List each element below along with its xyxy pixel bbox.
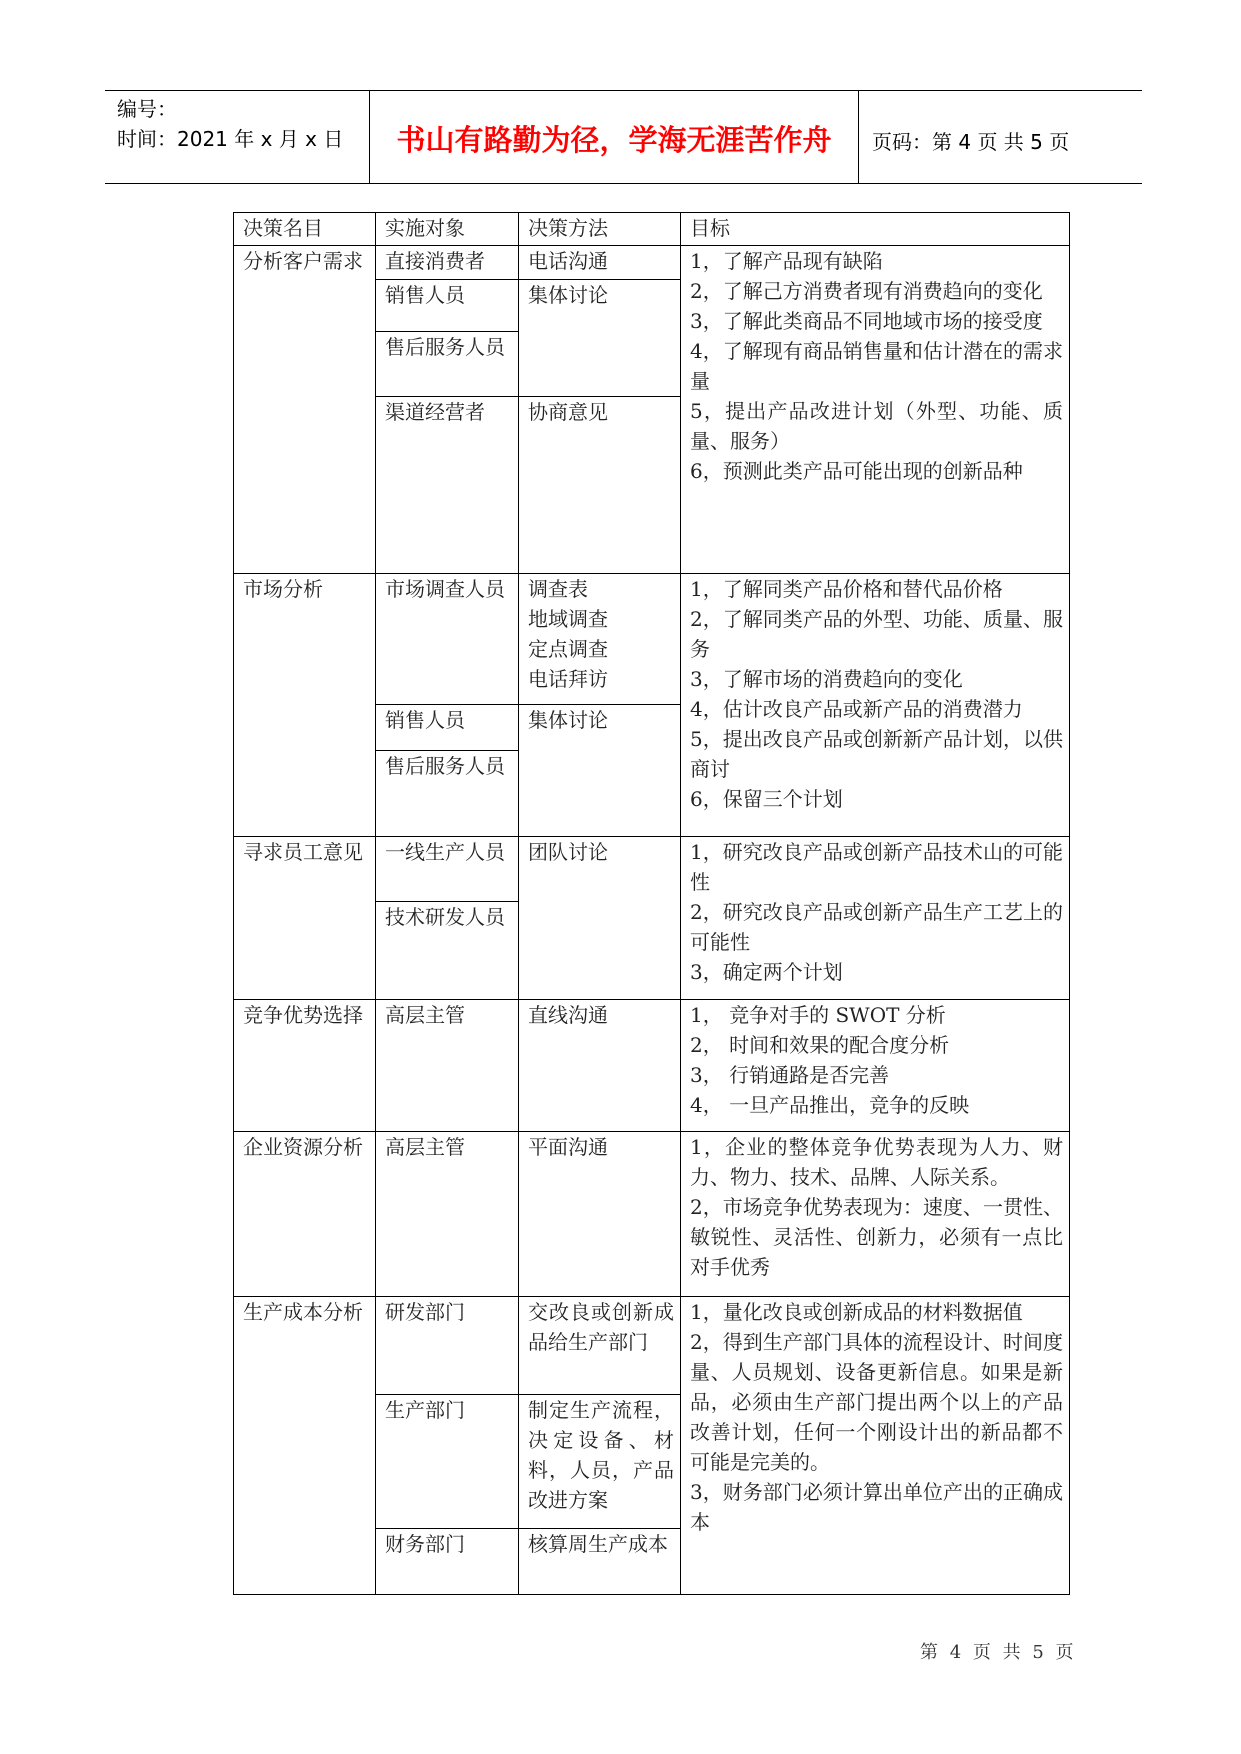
goal-item: 1，研究改良产品或创新产品技术山的可能性	[690, 840, 1063, 894]
target-cell: 生产部门	[375, 1394, 519, 1529]
header-divider	[858, 90, 859, 183]
decision-name-cell: 生产成本分析	[233, 1296, 376, 1595]
goal-item: 5，提出产品改进计划（外型、功能、质量、服务）	[690, 399, 1063, 453]
goal-item: 2，了解己方消费者现有消费趋向的变化	[690, 279, 1043, 303]
goal-cell	[680, 1296, 1070, 1595]
goal-item: 1，了解同类产品价格和替代品价格	[690, 577, 1003, 601]
goal-item: 2，了解同类产品的外型、功能、质量、服务	[690, 607, 1063, 661]
goal-item: 1，了解产品现有缺陷	[690, 249, 883, 273]
goal-item: 2，研究改良产品或创新产品生产工艺上的可能性	[690, 900, 1063, 954]
goal-cell	[680, 245, 1070, 574]
goal-item: 4，估计改良产品或新产品的消费潜力	[690, 697, 1023, 721]
method-cell: 集体讨论	[518, 704, 681, 837]
date-label: 时间：2021 年 x 月 x 日	[117, 127, 344, 151]
goal-item: 3，财务部门必须计算出单位产出的正确成本	[690, 1480, 1063, 1534]
decision-name-cell: 分析客户需求	[233, 245, 376, 574]
motto-title: 书山有路勤为径，学海无涯苦作舟	[396, 123, 832, 157]
target-cell: 财务部门	[375, 1528, 519, 1595]
goal-item: 6，预测此类产品可能出现的创新品种	[690, 459, 1023, 483]
target-cell: 售后服务人员	[375, 331, 519, 397]
goal-cell	[680, 573, 1070, 837]
method-cell: 直线沟通	[518, 999, 681, 1132]
method-cell: 集体讨论	[518, 279, 681, 397]
goal-item: 4， 一旦产品推出，竞争的反映	[690, 1093, 970, 1117]
column-header: 实施对象	[375, 212, 519, 246]
goal-item: 3，确定两个计划	[690, 960, 843, 984]
goal-item: 5，提出改良产品或创新新产品计划，以供商讨	[690, 727, 1063, 781]
goal-item: 1，企业的整体竞争优势表现为人力、财力、物力、技术、品牌、人际关系。	[690, 1135, 1063, 1189]
target-cell: 技术研发人员	[375, 901, 519, 1000]
goal-item: 2，得到生产部门具体的流程设计、时间度量、人员规划、设备更新信息。如果是新品，必须由生产部门提出两个以上的产品改善计划，任何一个刚设计出的新品都不可能是完美的。	[690, 1330, 1063, 1474]
target-cell: 售后服务人员	[375, 750, 519, 837]
method-cell: 制定生产流程，决定设备、材料，人员，产品改进方案	[518, 1394, 681, 1529]
goal-item: 2，市场竞争优势表现为：速度、一贯性、敏锐性、灵活性、创新力，必须有一点比对手优秀	[690, 1195, 1063, 1279]
goal-item: 3，了解此类商品不同地域市场的接受度	[690, 309, 1043, 333]
decision-name-cell: 市场分析	[233, 573, 376, 837]
target-cell: 销售人员	[375, 279, 519, 332]
number-label: 编号：	[117, 97, 177, 121]
goal-cell	[680, 999, 1070, 1132]
goal-item: 3，了解市场的消费趋向的变化	[690, 667, 963, 691]
goal-item: 1， 竞争对手的 SWOT 分析	[690, 1003, 946, 1027]
decision-name-cell: 竞争优势选择	[233, 999, 376, 1132]
target-cell: 高层主管	[375, 1131, 519, 1297]
goal-item: 2， 时间和效果的配合度分析	[690, 1033, 950, 1057]
column-header: 决策方法	[518, 212, 681, 246]
column-header: 决策名目	[233, 212, 376, 246]
decision-name-cell: 寻求员工意见	[233, 836, 376, 1000]
goal-cell	[680, 836, 1070, 1000]
page-footer: 第 4 页 共 5 页	[920, 1642, 1074, 1663]
target-cell: 销售人员	[375, 704, 519, 751]
method-cell: 调查表 地域调查 定点调查 电话拜访	[518, 573, 681, 705]
goal-item: 3， 行销通路是否完善	[690, 1063, 890, 1087]
target-cell: 直接消费者	[375, 245, 519, 280]
method-cell: 平面沟通	[518, 1131, 681, 1297]
method-cell: 交改良或创新成品给生产部门	[518, 1296, 681, 1395]
decision-name-cell: 企业资源分析	[233, 1131, 376, 1297]
method-cell: 团队讨论	[518, 836, 681, 1000]
method-cell: 电话沟通	[518, 245, 681, 280]
method-cell: 协商意见	[518, 396, 681, 574]
target-cell: 高层主管	[375, 999, 519, 1132]
header-bottom-rule	[105, 183, 1142, 184]
target-cell: 研发部门	[375, 1296, 519, 1395]
method-cell: 核算周生产成本	[518, 1528, 681, 1595]
goal-item: 4，了解现有商品销售量和估计潜在的需求量	[690, 339, 1063, 393]
header-top-rule	[105, 90, 1142, 91]
target-cell: 市场调查人员	[375, 573, 519, 705]
goal-item: 6，保留三个计划	[690, 787, 843, 811]
column-header: 目标	[680, 212, 1070, 246]
goal-cell	[680, 1131, 1070, 1297]
target-cell: 渠道经营者	[375, 396, 519, 574]
goal-item: 1，量化改良或创新成品的材料数据值	[690, 1300, 1023, 1324]
target-cell: 一线生产人员	[375, 836, 519, 902]
page-code: 页码：第 4 页 共 5 页	[872, 130, 1070, 154]
